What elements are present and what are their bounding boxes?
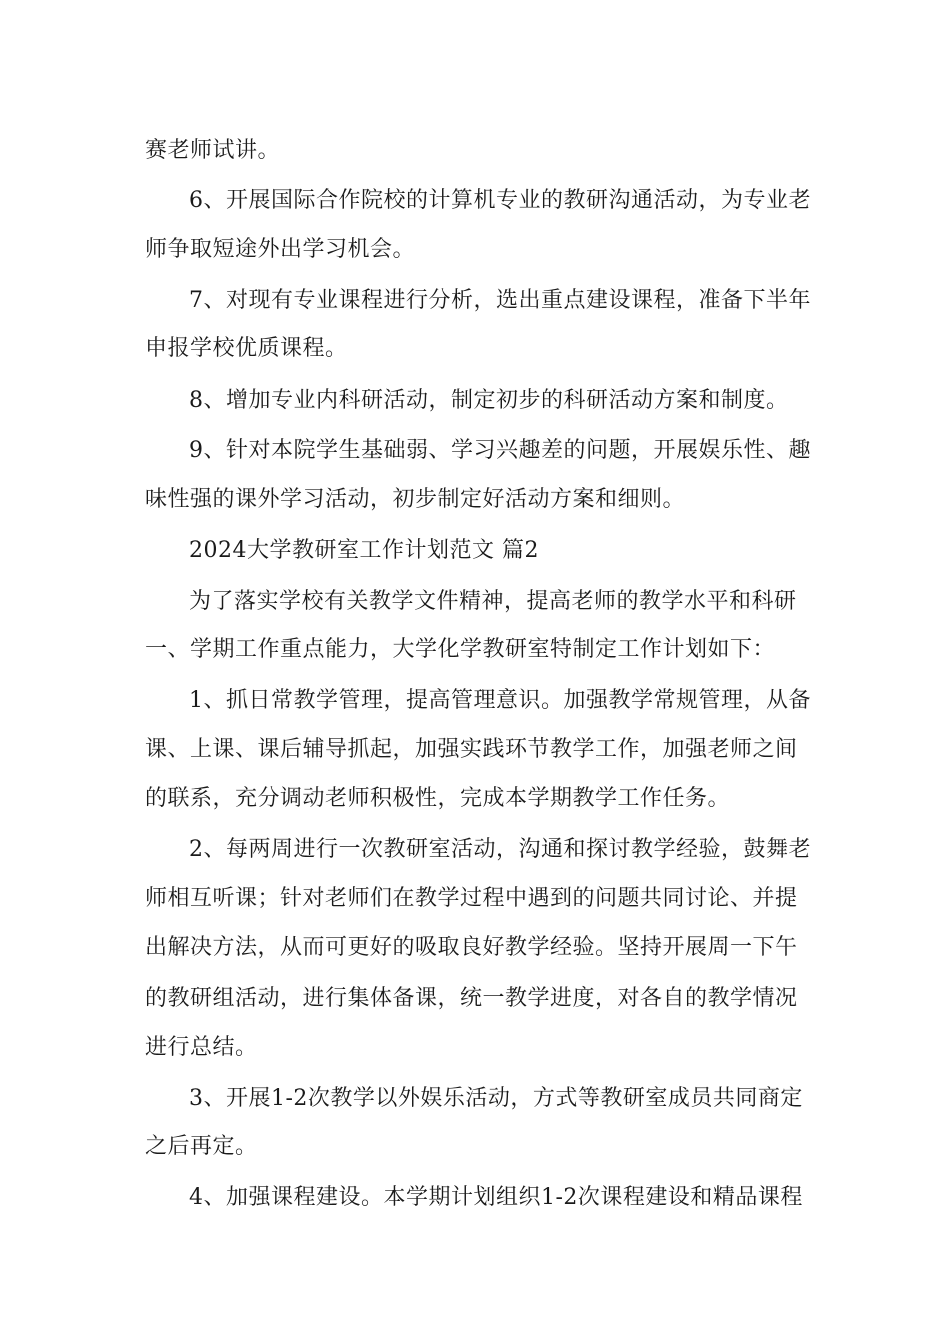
text-line: 进行总结。: [145, 1035, 258, 1060]
text-line: 的教研组活动，进行集体备课，统一教学进度，对各自的教学情况: [145, 986, 798, 1011]
text-line: 课、上课、课后辅导抓起，加强实践环节教学工作，加强老师之间: [145, 737, 798, 762]
text-line: 赛老师试讲。: [145, 138, 281, 163]
text-line: 3、开展1-2次教学以外娱乐活动，方式等教研室成员共同商定: [189, 1086, 803, 1111]
text-line: 1、抓日常教学管理，提高管理意识。加强教学常规管理，从备: [189, 688, 811, 713]
text-line: 7、对现有专业课程进行分析，选出重点建设课程，准备下半年: [189, 288, 811, 313]
text-line: 之后再定。: [145, 1134, 258, 1159]
text-line: 8、增加专业内科研活动，制定初步的科研活动方案和制度。: [189, 388, 789, 413]
text-line: 味性强的课外学习活动，初步制定好活动方案和细则。: [145, 487, 686, 512]
text-line: 一、学期工作重点能力，大学化学教研室特制定工作计划如下：: [145, 637, 776, 662]
text-line: 2、每两周进行一次教研室活动，沟通和探讨教学经验，鼓舞老: [189, 837, 811, 862]
text-line: 申报学校优质课程。: [145, 336, 348, 361]
text-line: 6、开展国际合作院校的计算机专业的教研沟通活动，为专业老: [189, 188, 811, 213]
text-line: 的联系，充分调动老师积极性，完成本学期教学工作任务。: [145, 786, 731, 811]
text-line: 4、加强课程建设。本学期计划组织1-2次课程建设和精品课程: [189, 1185, 803, 1210]
text-line: 师相互听课；针对老师们在教学过程中遇到的问题共同讨论、并提: [145, 886, 798, 911]
text-line: 9、针对本院学生基础弱、学习兴趣差的问题，开展娱乐性、趣: [189, 438, 811, 463]
text-line: 出解决方法，从而可更好的吸取良好教学经验。坚持开展周一下午: [145, 935, 798, 960]
text-line: 为了落实学校有关教学文件精神，提高老师的教学水平和科研: [189, 589, 797, 614]
text-line: 师争取短途外出学习机会。: [145, 237, 416, 262]
section-heading: 2024大学教研室工作计划范文 篇2: [189, 538, 539, 563]
